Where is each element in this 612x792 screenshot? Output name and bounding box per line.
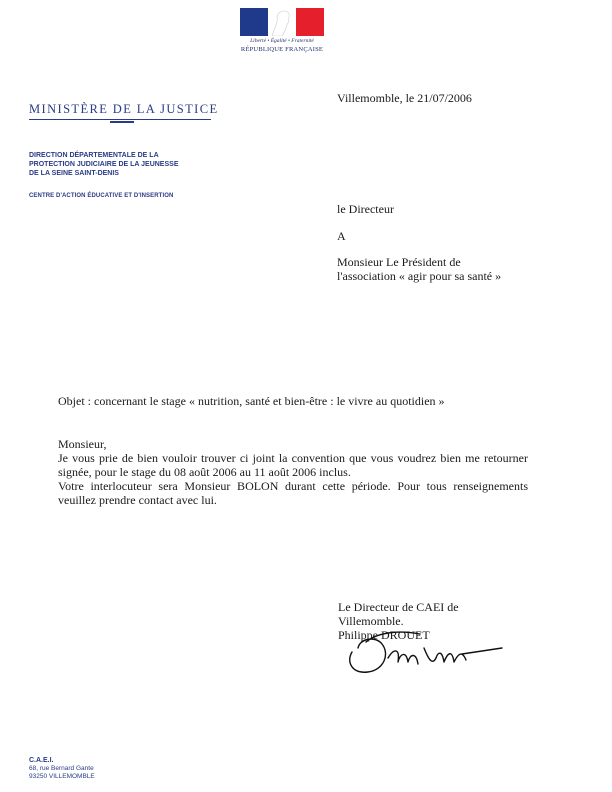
republic-name: RÉPUBLIQUE FRANÇAISE bbox=[240, 46, 324, 53]
body-line: signée, pour le stage du 08 août 2006 au 11 août 2006 inclus. bbox=[58, 465, 351, 479]
ministry-rule-marks bbox=[29, 121, 214, 123]
signature-line: Philippe DROUET bbox=[338, 628, 430, 642]
salutation: Monsieur, bbox=[58, 437, 107, 451]
signature-line: Villemomble. bbox=[338, 614, 404, 628]
place-date: Villemomble, le 21/07/2006 bbox=[337, 91, 472, 105]
sender-title: le Directeur bbox=[337, 202, 394, 216]
republique-francaise-logo bbox=[239, 8, 325, 53]
body-line: Votre interlocuteur sera Monsieur BOLON durant cette période. Pour tous renseignements bbox=[58, 479, 528, 493]
marianne-profile-icon bbox=[268, 8, 296, 36]
recipient-line: Monsieur Le Président de bbox=[337, 255, 461, 269]
signature-line: Le Directeur de CAEI de bbox=[338, 600, 459, 614]
direction-line: PROTECTION JUDICIAIRE DE LA JEUNESSE bbox=[29, 160, 179, 168]
direction-block bbox=[29, 152, 219, 178]
body-line: veuillez prendre contact avec lui. bbox=[58, 493, 217, 507]
subject-line: Objet : concernant le stage « nutrition, santé et bien-être : le vivre au quotidien » bbox=[58, 394, 445, 408]
addressee-marker: A bbox=[337, 229, 346, 243]
ministry-header bbox=[29, 102, 219, 123]
footer-address bbox=[29, 757, 95, 781]
direction-line: DIRECTION DÉPARTEMENTALE DE LA bbox=[29, 152, 159, 159]
recipient-line: l'association « agir pour sa santé » bbox=[337, 269, 502, 283]
body-line: Je vous prie de bien vouloir trouver ci joint la convention que vous voudrez bien me retourner bbox=[58, 451, 528, 465]
flag-red-band bbox=[296, 8, 324, 36]
footer-street: 68, rue Bernard Gante bbox=[29, 765, 94, 772]
flag-white-band bbox=[268, 8, 296, 36]
ministry-rule bbox=[29, 119, 211, 120]
centre-name: CENTRE D'ACTION ÉDUCATIVE ET D'INSERTION bbox=[29, 193, 174, 199]
marianne-flag-icon bbox=[240, 8, 324, 36]
letter-body bbox=[58, 437, 528, 507]
footer-org-name: C.A.E.I. bbox=[29, 757, 54, 764]
flag-blue-band bbox=[240, 8, 268, 36]
handwritten-signature bbox=[338, 618, 508, 678]
republic-motto: Liberté • Égalité • Fraternité bbox=[250, 38, 314, 44]
recipient-block bbox=[337, 255, 501, 283]
ministry-title: MINISTÈRE DE LA JUSTICE bbox=[29, 102, 219, 116]
direction-line: DE LA SEINE SAINT-DENIS bbox=[29, 169, 119, 177]
footer-city: 93250 VILLEMOMBLE bbox=[29, 773, 95, 780]
